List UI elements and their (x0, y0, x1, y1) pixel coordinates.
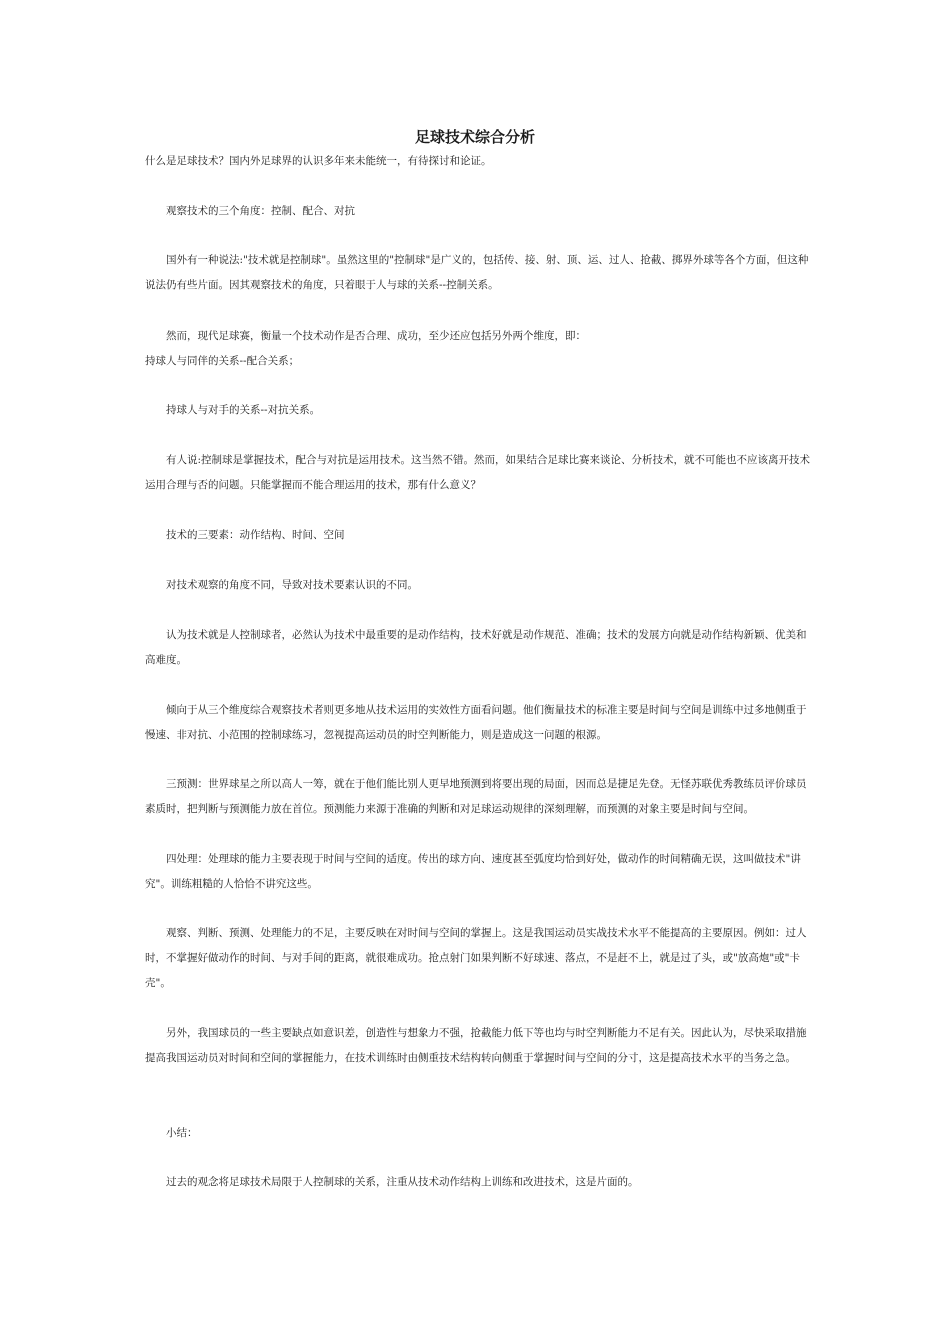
paragraph-structure-view: 认为技术就是人控制球者，必然认为技术中最重要的是动作结构，技术好就是动作规范、准确；技术的发展方向就是动作结构新颖、优美和高难度。 (145, 629, 807, 666)
paragraph-three-dimension-view: 倾向于从三个维度综合观察技术者则更多地从技术运用的实效性方面看问题。他们衡量技术的标准主要是时间与空间是训练中过多地侧重于慢速、非对抗、小范围的控制球练习，忽视提高运动员的时空判断能力，则是造成这一问题的根源。 (145, 704, 807, 741)
document-title: 足球技术综合分析 (414, 128, 535, 146)
paragraph-dimensions: 然而，现代足球赛，衡量一个技术动作是否合理、成功，至少还应包括另外两个维度，即： (166, 330, 586, 342)
paragraph-summary-past: 过去的观念将足球技术局限于人控制球的关系，注重从技术动作结构上训练和改进技术，这是片面的。 (166, 1176, 639, 1188)
paragraph-observation-angle: 对技术观察的角度不同，导致对技术要素认识的不同。 (166, 579, 418, 591)
paragraph-urgent-task: 另外，我国球员的一些主要缺点如意识差，创造性与想象力不强，抢截能力低下等也均与时空判断能力不足有关。因此认为，尽快采取措施提高我国运动员对时间和空间的掌握能力，在技术训练时由侧重技术结构转向侧重于掌握时间与空间的分寸，这是提高技术水平的当务之急。 (145, 1027, 807, 1064)
paragraph-handling: 四处理：处理球的能力主要表现于时间与空间的适度。传出的球方向、速度甚至弧度均恰到好处，做动作的时间精确无误，这叫做技术"讲究"。训练粗糙的人恰恰不讲究这些。 (145, 853, 801, 890)
paragraph-intro: 什么是足球技术？国内外足球界的认识多年来未能统一，有待探讨和论证。 (145, 155, 492, 167)
paragraph-control: 国外有一种说法:"技术就是控制球"。虽然这里的"控制球"是广义的，包括传、接、射、顶、运、过人、抢截、掷界外球等各个方面，但这种说法仍有些片面。因其观察技术的角度，只着眼于人与球的关系--控制关系。 (145, 254, 809, 291)
heading-summary: 小结： (166, 1127, 198, 1139)
paragraph-mastery-vs-use: 有人说:控制球是掌握技术，配合与对抗是运用技术。这当然不错。然而，如果结合足球比赛来谈论、分析技术，就不可能也不应该离开技术运用合理与否的问题。只能掌握而不能合理运用的技术，那有什么意义？ (145, 454, 811, 491)
paragraph-opponent-relation: 持球人与对手的关系--对抗关系。 (166, 404, 321, 416)
paragraph-prediction: 三预测：世界球星之所以高人一筹，就在于他们能比别人更早地预测到将要出现的局面，因而总是捷足先登。无怪苏联优秀教练员评价球员素质时，把判断与预测能力放在首位。预测能力来源于准确的判断和对足球运动规律的深刻理解，而预测的对象主要是时间与空间。 (145, 778, 807, 815)
heading-three-angles: 观察技术的三个角度：控制、配合、对抗 (166, 205, 355, 217)
paragraph-shortcomings: 观察、判断、预测、处理能力的不足，主要反映在对时间与空间的掌握上。这是我国运动员实战技术水平不能提高的主要原因。例如：过人时，不掌握好做动作的时间、与对手间的距离，就很难成功。抢点射门如果判断不好球速、落点，不是赶不上，就是过了头，或"放高炮"或"卡壳"。 (145, 927, 807, 989)
paragraph-teammate-relation: 持球人与同伴的关系--配合关系； (145, 355, 300, 367)
heading-three-elements: 技术的三要素：动作结构、时间、空间 (166, 529, 345, 541)
